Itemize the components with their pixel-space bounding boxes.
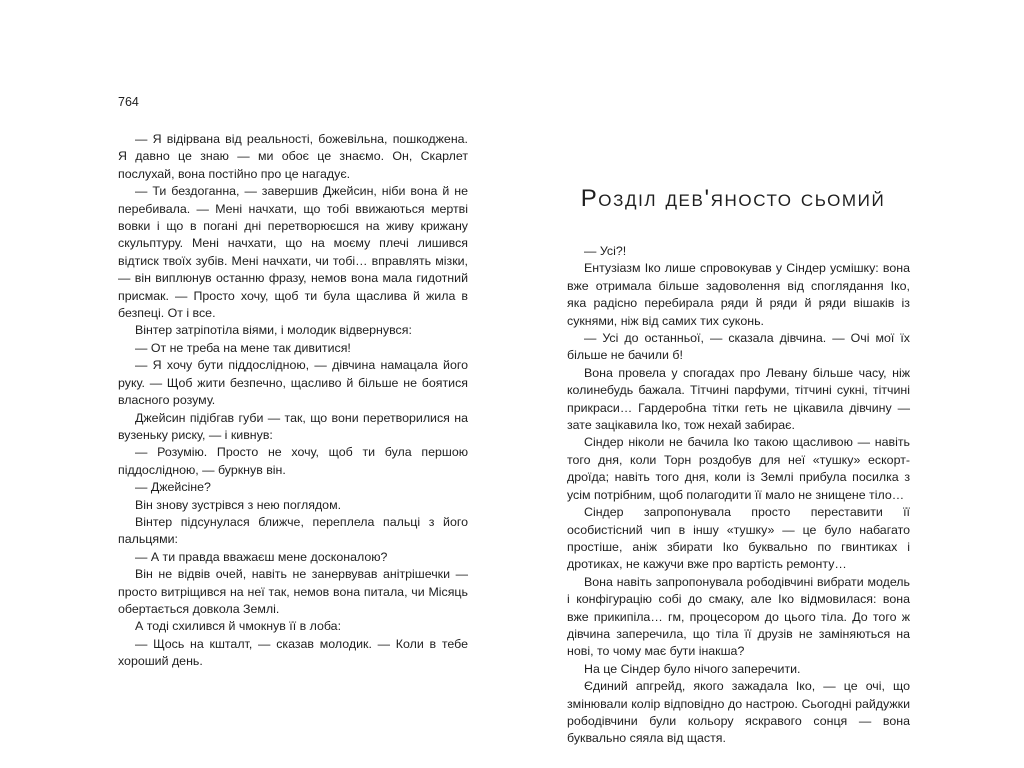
right-body-text — [567, 243, 910, 748]
paragraph: Він знову зустрівся з нею поглядом. — [135, 497, 342, 512]
paragraph: Вона провела у спогадах про Левану більше часу, ніж колинебудь бажала. Тітчині парфуми, тітчині сукні, тітчині прикраси… Гардеробна тітки геть не цікавила дівчину — зате зацікавила Іко, тож нехай забирає. — [567, 365, 910, 433]
paragraph: — От не треба на мене так дивитися! — [135, 340, 351, 355]
paragraph: А тоді схилився й чмокнув її в лоба: — [135, 619, 342, 634]
paragraph: — Усі до останньої, — сказала дівчина. — Очі мої їх більше не бачили б! — [567, 331, 910, 363]
right-page — [512, 0, 1024, 768]
paragraph: Сіндер запропонувала просто переставити її особистісний чип в іншу «тушку» — це було набагато простіше, аніж збирати Іко буквально по гвинтиках і дротиках, не кажучи вже про вартість ремонту… — [567, 505, 910, 572]
paragraph: Єдиний апгрейд, якого зажадала Іко, — це очі, що змінювали колір відповідно до настрою. Сьогодні райдужки рободівчини були кольору яскравого сонця — вона буквально сяяла від щастя. — [567, 679, 910, 746]
chapter-title: Розділ дев'яносто сьомий — [580, 185, 886, 212]
paragraph: Джейсин підібгав губи — так, що вони перетворилися на вузеньку риску, — і кивнув: — [118, 410, 468, 442]
paragraph: Сіндер ніколи не бачила Іко такою щасливою — навіть того дня, коли Торн роздобув для неї «тушку» ескорт-дроїда; навіть того дня, коли із Землі прибула посилка з усім потрібним, щоб полагодити її мало не знищене тіло… — [567, 435, 910, 502]
paragraph: На це Сіндер було нічого заперечити. — [584, 661, 801, 676]
paragraph: — Я хочу бути піддослідною, — дівчина намацала його руку. — Щоб жити безпечно, щасливо й більше не боятися власного розуму. — [118, 358, 468, 408]
paragraph: — Ти бездоганна, — завершив Джейсин, ніби вона й не перебивала. — Мені начхати, що тобі ввижаються мертві вовки і що в погані дні перетворюєшся на живу крижану скульптуру. Мені начхати, що на моєму плечі лишився відтиск твоїх зубів. Мені начхати, чи тобі… вправлять мізки, — він виплюнув останню фразу, немов вона мала гидотний присмак. — Просто хочу, щоб ти була щаслива й жила в безпеці. От і все. — [118, 184, 468, 321]
page-number: 764 — [118, 95, 139, 109]
paragraph: — Джейсіне? — [135, 480, 211, 495]
paragraph: — Розумію. Просто не хочу, щоб ти була першою піддослідною, — буркнув він. — [118, 445, 468, 477]
paragraph: — А ти правда вважаєш мене досконалою? — [135, 549, 388, 564]
paragraph: Вона навіть запропонувала рободівчині вибрати модель і конфігурацію собі до смаку, але Іко відмовилася: вона вже прикипіла… гм, процесором до цього тіла. До того ж дівчина заперечила, що тіла її друзів не заміняються на нові, то чому має бути інакша? — [567, 574, 910, 659]
paragraph: — Щось на кшталт, — сказав молодик. — Коли в тебе хороший день. — [118, 636, 468, 669]
paragraph: Вінтер затріпотіла віями, і молодик відвернувся: — [135, 323, 412, 338]
paragraph: — Усі?! — [584, 244, 627, 258]
paragraph: Він не відвів очей, навіть не занервував анітрішечки — просто витріщився на неї так, немов вона питала, чи Місяць обертається довкола Землі. — [118, 567, 468, 616]
paragraph: — Я відірвана від реальності, божевільна, пошкоджена. Я давно це знаю — ми обоє це знаємо. Он, Скарлет послухай, вона постійно про це нагадує. — [118, 132, 468, 181]
paragraph: Ентузіазм Іко лише спровокував у Сіндер усмішку: вона вже отримала більше задоволення від споглядання Іко, яка радісно перебирала ряди й ряди й ряди вішаків із сукнями, ніж від самих тих суконь. — [567, 261, 910, 328]
left-body-text — [118, 131, 468, 671]
paragraph: Вінтер підсунулася ближче, переплела пальці з його пальцями: — [118, 514, 468, 547]
